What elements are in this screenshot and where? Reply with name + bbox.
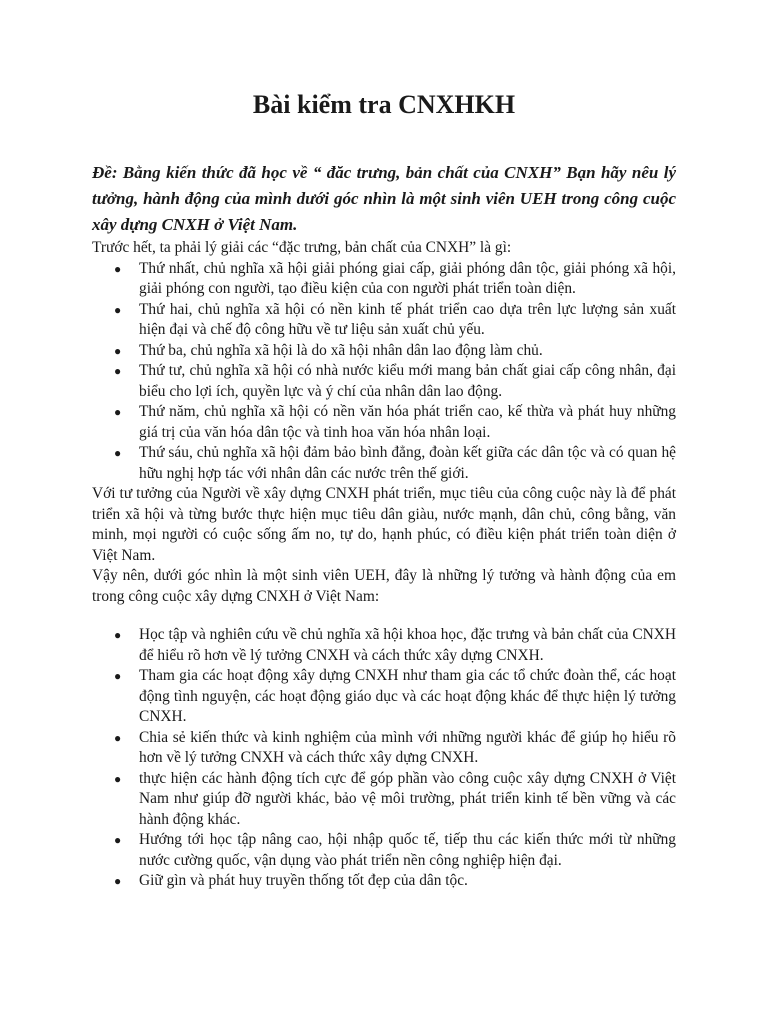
bullet-icon: ●	[114, 628, 122, 642]
goal-paragraph: Với tư tưởng của Người về xây dựng CNXH phát triển, mục tiêu của công cuộc này là để phát triển xã hội và từng bước thực hiện mục tiêu dân giàu, nước mạnh, dân chủ, công bằng, văn minh, mọi người có cuộc sống ấm no, tự do, hạnh phúc, có điều kiện phát triển toàn diện ở Việt Nam.	[92, 485, 676, 564]
list-item: ● Thứ nhất, chủ nghĩa xã hội giải phóng giai cấp, giải phóng dân tộc, giải phóng xã hội, giải phóng con người, tạo điều kiện của con người phát triển toàn diện.	[114, 259, 676, 297]
bullet-icon: ●	[114, 730, 122, 745]
bullet-icon: ●	[114, 302, 122, 317]
list-item: ● Thứ sáu, chủ nghĩa xã hội đảm bảo bình đẳng, đoàn kết giữa các dân tộc và có quan hệ hữu nghị hợp tác với nhân dân các nước trên thế giới.	[114, 444, 676, 482]
document-page	[92, 0, 676, 892]
question-prompt: Đề: Bằng kiến thức đã học về “ đăc trưng, bản chất của CNXH” Bạn hãy nêu lý tưởng, hành động của mình dưới góc nhìn là một sinh viên UEH trong công cuộc xây dựng CNXH ở Việt Nam.	[92, 163, 676, 234]
list-item: ● thực hiện các hành động tích cực để góp phần vào công cuộc xây dựng CNXH ở Việt Nam như giúp đỡ người khác, bảo vệ môi trường, phát triển kinh tế bền vững và các hành động khác.	[114, 769, 676, 828]
bullet-icon: ●	[114, 364, 122, 378]
list-item: ● Tham gia các hoạt động xây dựng CNXH như tham gia các tổ chức đoàn thể, các hoạt động tình nguyện, các hoạt động giáo dục và các hoạt động khác để thực hiện lý tưởng CNXH.	[114, 667, 676, 725]
transition-paragraph: Vậy nên, dưới góc nhìn là một sinh viên UEH, đây là những lý tưởng và hành động của em trong công cuộc xây dựng CNXH ở Việt Nam:	[92, 567, 676, 605]
spacer	[92, 607, 676, 625]
bullet-icon: ●	[114, 771, 122, 786]
bullet-icon: ●	[114, 446, 122, 460]
bullet-icon: ●	[114, 405, 122, 419]
list-item: ● Giữ gìn và phát huy truyền thống tốt đẹp của dân tộc.	[139, 871, 676, 892]
list-item: ● Thứ ba, chủ nghĩa xã hội là do xã hội nhân dân lao động làm chủ.	[139, 341, 676, 362]
intro-paragraph: Trước hết, ta phải lý giải các “đặc trưng, bản chất của CNXH” là gì:	[92, 239, 512, 256]
characteristics-list	[92, 259, 676, 485]
document-title: Bài kiểm tra CNXHKH	[252, 90, 516, 119]
actions-list	[92, 625, 676, 892]
list-item: ● Thứ hai, chủ nghĩa xã hội có nền kinh tế phát triển cao dựa trên lực lượng sản xuất hiện đại và chế độ công hữu về tư liệu sản xuất chủ yếu.	[114, 300, 676, 338]
list-item: ● Thứ năm, chủ nghĩa xã hội có nền văn hóa phát triển cao, kế thừa và phát huy những giá trị của văn hóa dân tộc và tinh hoa văn hóa nhân loại.	[114, 403, 676, 441]
list-item: ● Học tập và nghiên cứu về chủ nghĩa xã hội khoa học, đặc trưng và bản chất của CNXH để hiểu rõ hơn về lý tưởng CNXH và cách thức xây dựng CNXH.	[114, 626, 676, 664]
bullet-icon: ●	[114, 669, 122, 683]
list-item: ● Thứ tư, chủ nghĩa xã hội có nhà nước kiểu mới mang bản chất giai cấp công nhân, đại biểu cho lợi ích, quyền lực và ý chí của nhân dân lao động.	[114, 362, 676, 400]
list-item: ● Chia sẻ kiến thức và kinh nghiệm của mình với những người khác để giúp họ hiểu rõ hơn về lý tưởng CNXH và cách thức xây dựng CNXH.	[114, 728, 676, 766]
list-item: ● Hướng tới học tập nâng cao, hội nhập quốc tế, tiếp thu các kiến thức mới từ những nước cường quốc, vận dụng vào phát triển nền công nghiệp hiện đại.	[114, 831, 676, 869]
bullet-icon: ●	[114, 874, 122, 888]
bullet-icon: ●	[114, 261, 122, 276]
bullet-icon: ●	[114, 343, 122, 358]
bullet-icon: ●	[114, 833, 122, 847]
